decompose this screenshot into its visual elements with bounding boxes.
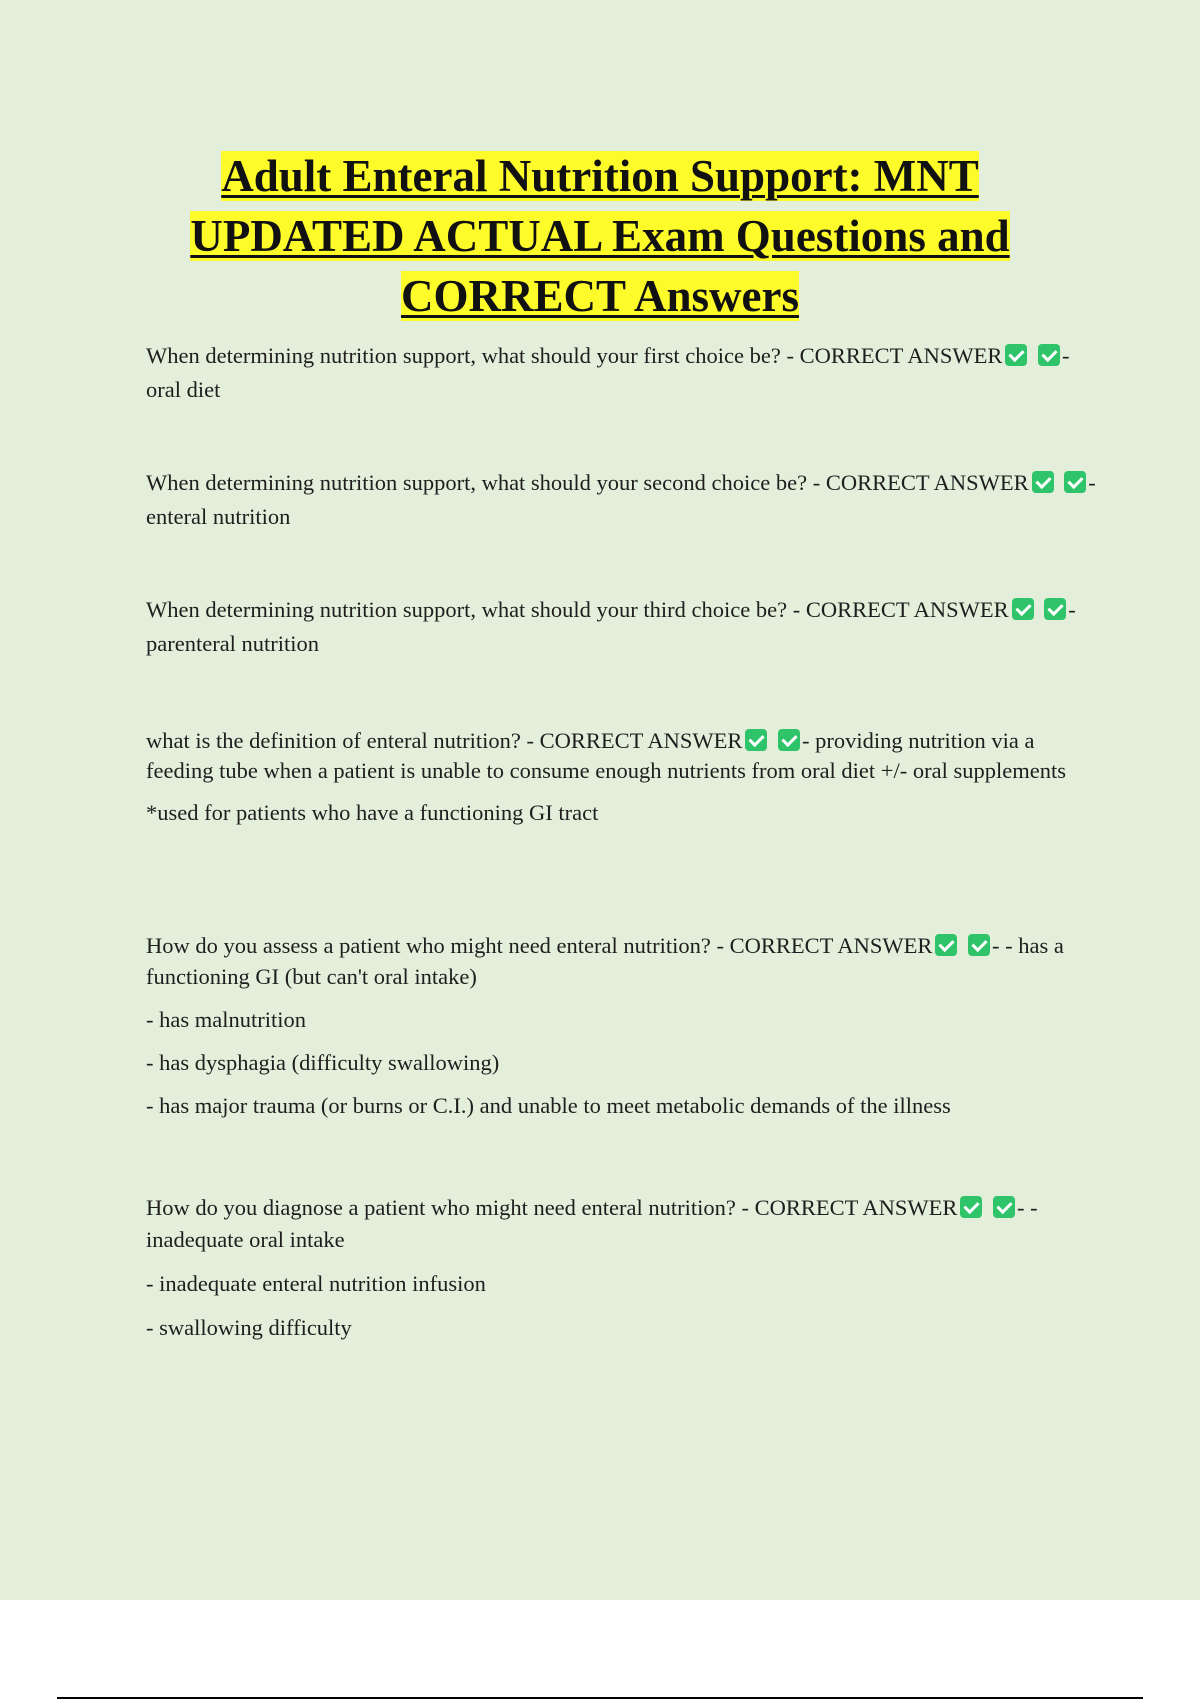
question-text: When determining nutrition support, what should your third choice be? - CORRECT ANSWER: [146, 597, 1009, 622]
answer-text: - parenteral nutrition: [146, 597, 1076, 656]
checkmark-icon: [968, 934, 990, 956]
checkmark-icon: [993, 1196, 1015, 1218]
check-icons: [957, 1195, 1017, 1220]
question-text: How do you diagnose a patient who might need enteral nutrition? - CORRECT ANSWER: [146, 1195, 958, 1220]
check-icons: [1009, 597, 1069, 622]
question-text: How do you assess a patient who might need enteral nutrition? - CORRECT ANSWER: [146, 933, 933, 958]
checkmark-icon: [960, 1196, 982, 1218]
answer-text: - oral diet: [146, 343, 1070, 402]
title-line-1: Adult Enteral Nutrition Support: MNT: [221, 151, 979, 201]
qa-text: [146, 593, 1096, 661]
qa-text: [146, 339, 1096, 407]
qa-text: [146, 930, 1096, 992]
qa-item-4: [146, 726, 1096, 828]
checkmark-icon: [1005, 344, 1027, 366]
document-title: [100, 146, 1100, 326]
answer-text: - enteral nutrition: [146, 470, 1096, 529]
answer-bullet: - has major trauma (or burns or C.I.) and unable to meet metabolic demands of the illness: [146, 1093, 951, 1118]
title-line-2: UPDATED ACTUAL Exam Questions and: [190, 211, 1010, 261]
checkmark-icon: [1064, 471, 1086, 493]
qa-item-5: [146, 930, 1096, 1121]
checkmark-icon: [778, 729, 800, 751]
qa-item-6: [146, 1192, 1096, 1344]
checkmark-icon: [1044, 598, 1066, 620]
question-text: When determining nutrition support, what should your first choice be? - CORRECT ANSWER: [146, 343, 1003, 368]
checkmark-icon: [745, 729, 767, 751]
footer-divider: [57, 1697, 1143, 1699]
qa-text: [146, 466, 1096, 534]
qa-text: [146, 726, 1096, 786]
checkmark-icon: [935, 934, 957, 956]
checkmark-icon: [1032, 471, 1054, 493]
answer-text: - - inadequate oral intake: [146, 1195, 1038, 1252]
qa-item-3: [146, 593, 1096, 661]
qa-item-1: [146, 339, 1096, 407]
answer-bullet: - has dysphagia (difficulty swallowing): [146, 1050, 500, 1075]
answer-bullet: - inadequate enteral nutrition infusion: [146, 1271, 486, 1296]
answer-note: *used for patients who have a functioning GI tract: [146, 800, 599, 825]
answer-text: - - has a functioning GI (but can't oral intake): [146, 933, 1064, 989]
answer-text: - providing nutrition via a feeding tube when a patient is unable to consume enough nutrients from oral diet +/- oral supplements: [146, 728, 1066, 783]
check-icons: [932, 933, 992, 958]
checkmark-icon: [1038, 344, 1060, 366]
title-line-3: CORRECT Answers: [401, 271, 799, 321]
qa-item-2: [146, 466, 1096, 534]
check-icons: [1029, 470, 1089, 495]
qa-text: [146, 1192, 1096, 1256]
answer-bullet: - has malnutrition: [146, 1007, 306, 1032]
question-text: When determining nutrition support, what should your second choice be? - CORRECT ANSWER: [146, 470, 1029, 495]
question-text: what is the definition of enteral nutrition? - CORRECT ANSWER: [146, 728, 743, 753]
answer-bullet: - swallowing difficulty: [146, 1315, 352, 1340]
checkmark-icon: [1012, 598, 1034, 620]
check-icons: [742, 728, 802, 753]
check-icons: [1002, 343, 1062, 368]
